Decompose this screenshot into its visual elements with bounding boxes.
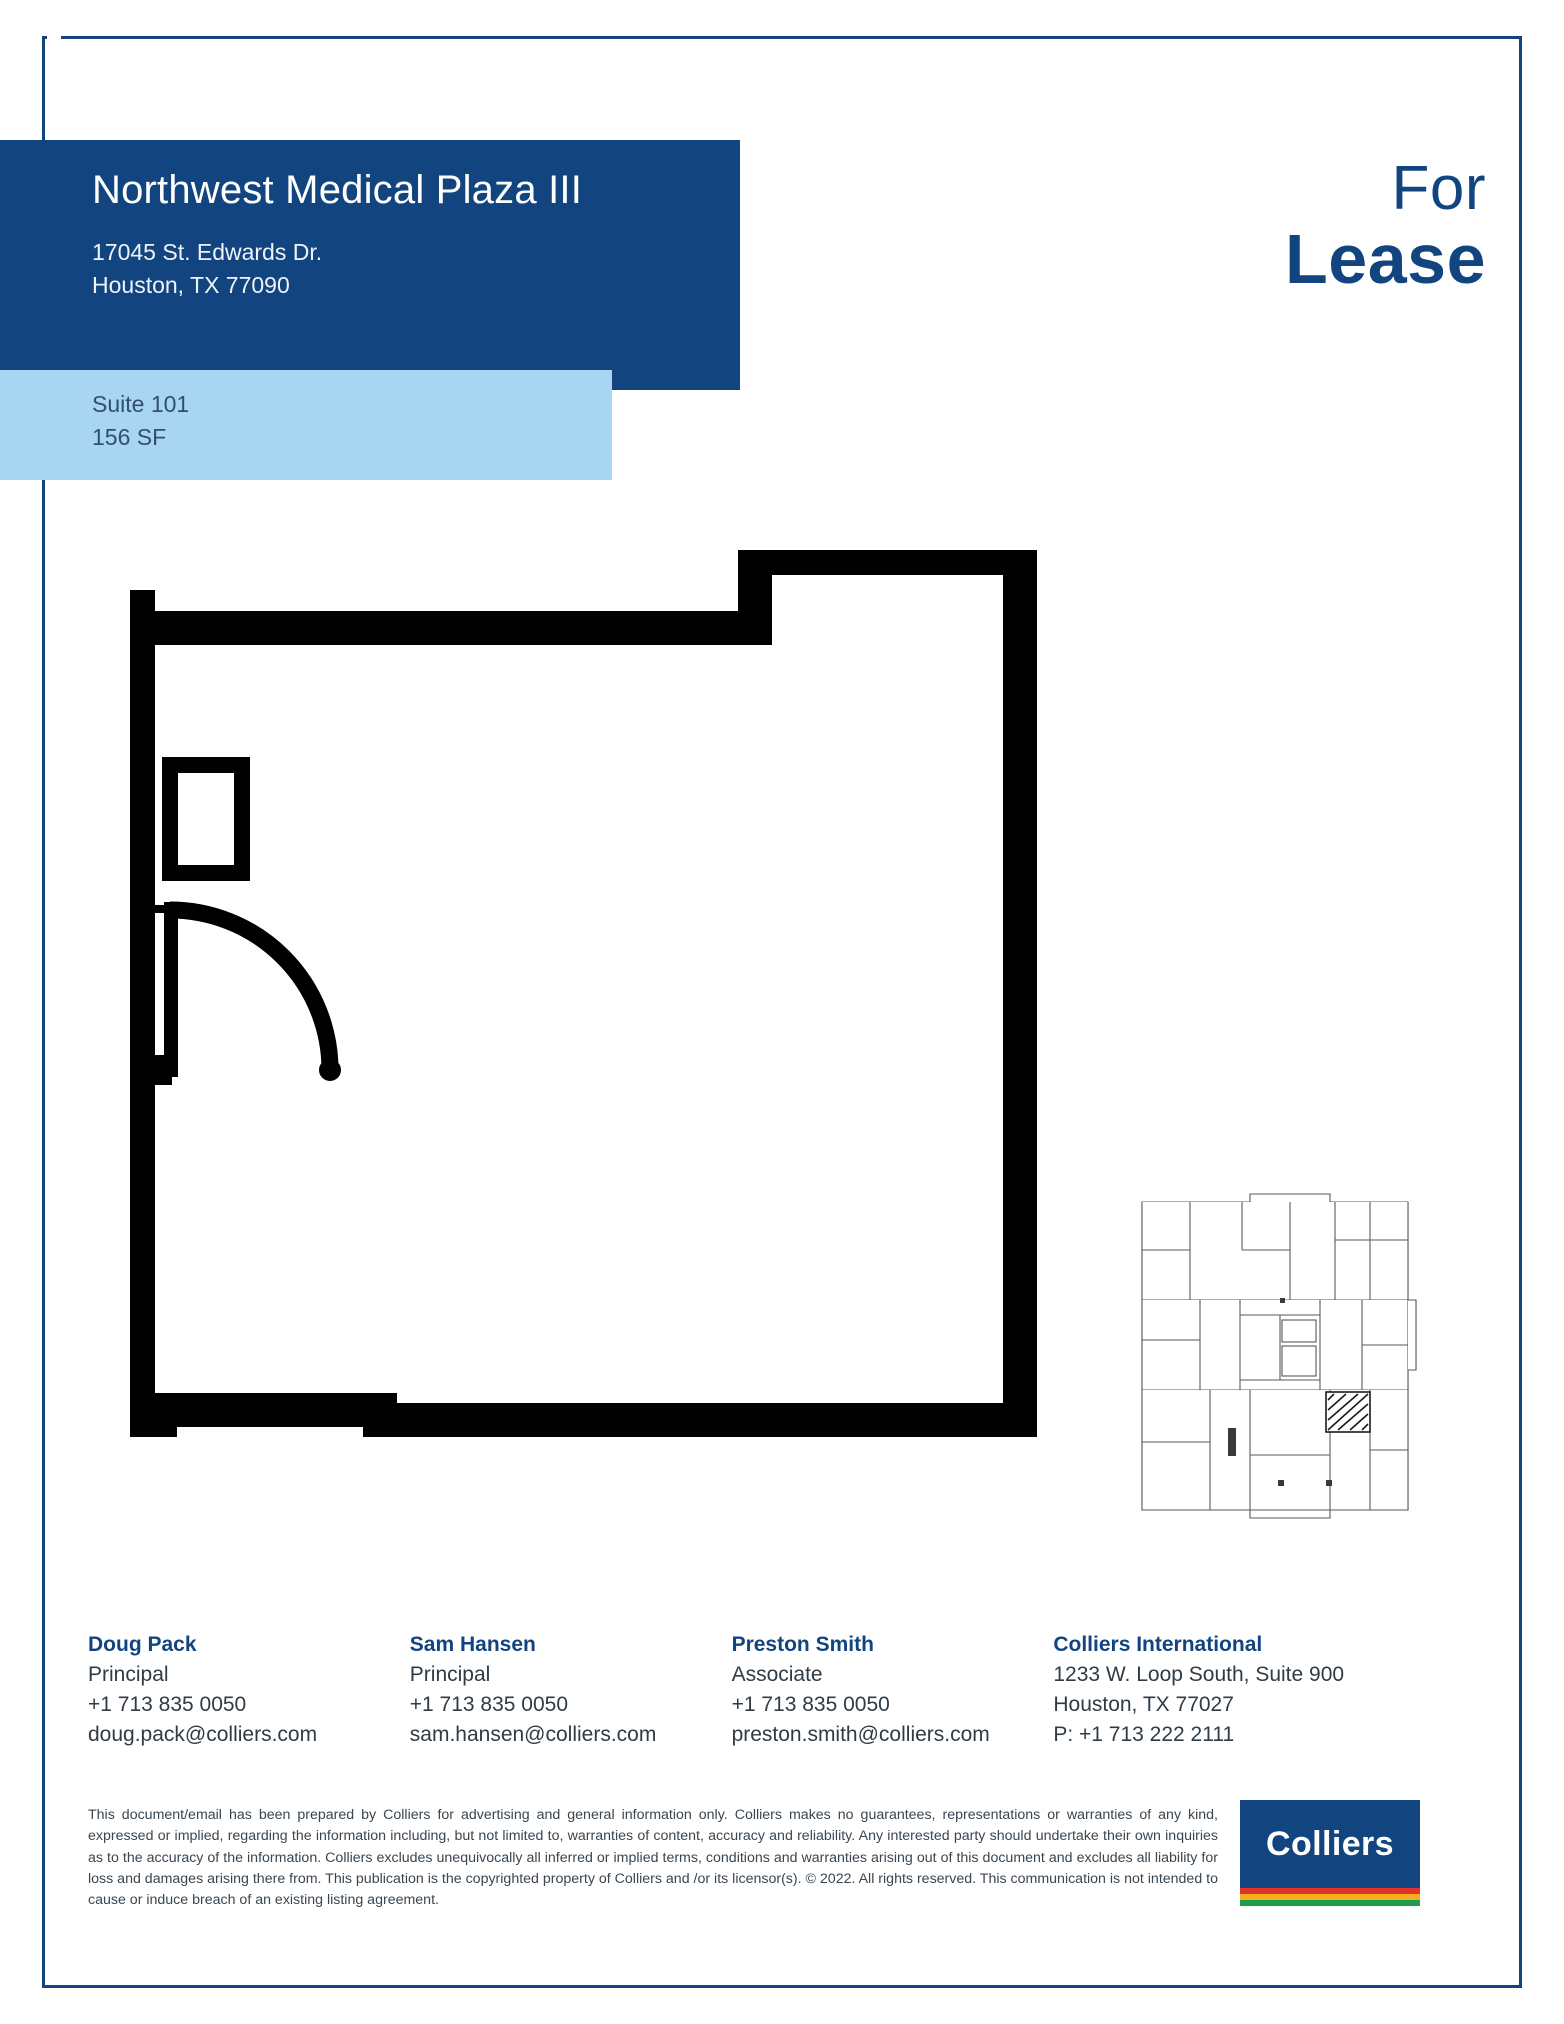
contact-title: Associate bbox=[731, 1663, 823, 1687]
contact-card-1 bbox=[88, 1630, 410, 1750]
contact-phone[interactable]: +1 713 835 0050 bbox=[88, 1693, 247, 1717]
suite-banner bbox=[0, 370, 612, 480]
disclaimer-text: This document/email has been prepared by Colliers for advertising and general information only. Colliers makes no guarantees, representations or warranties of any kind, expressed or implied, regarding the information including, but not limited to, warranties of content, accuracy and reliability. Any interested party should undertake their own inquiries as to the accuracy of the information. Colliers excludes unequivocally all inferred or implied terms, conditions and warranties arising out of this document and excludes all liability for loss and damages arising there from. This publication is the copyrighted property of Colliers and /or its licensor(s). © 2022. All rights reserved. This communication is not intended to cause or induce breach of an existing listing agreement. bbox=[88, 1807, 1218, 1909]
headline-lease: Lease bbox=[1285, 220, 1486, 298]
company-name: Colliers International bbox=[1053, 1633, 1263, 1656]
headline-for: For bbox=[1391, 154, 1486, 223]
logo-color-bars bbox=[1240, 1888, 1420, 1906]
contact-name: Preston Smith bbox=[731, 1633, 874, 1656]
company-address-line-2: Houston, TX 77027 bbox=[1053, 1693, 1234, 1717]
company-info bbox=[1053, 1630, 1458, 1750]
contact-phone[interactable]: +1 713 835 0050 bbox=[409, 1693, 569, 1717]
contact-block bbox=[88, 1630, 1458, 1750]
contact-email[interactable]: preston.smith@colliers.com bbox=[731, 1723, 990, 1747]
colliers-logo bbox=[1240, 1800, 1420, 1905]
contact-phone[interactable]: +1 713 835 0050 bbox=[731, 1693, 890, 1717]
contact-card-2 bbox=[410, 1630, 732, 1750]
suite-number: Suite 101 bbox=[92, 391, 190, 417]
page-border-notch bbox=[47, 33, 61, 118]
contact-card-3 bbox=[732, 1630, 1054, 1750]
contact-title: Principal bbox=[409, 1663, 491, 1687]
for-lease-headline bbox=[1285, 154, 1486, 298]
address-line-1: 17045 St. Edwards Dr. bbox=[92, 239, 323, 265]
contact-name: Sam Hansen bbox=[409, 1633, 536, 1656]
contact-email[interactable]: doug.pack@colliers.com bbox=[88, 1723, 318, 1747]
logo-bar-green bbox=[1240, 1900, 1420, 1906]
logo-wordmark: Colliers bbox=[1240, 1800, 1420, 1888]
address-line-2: Houston, TX 77090 bbox=[92, 271, 290, 298]
key-plan bbox=[1130, 1180, 1420, 1530]
floor-plan-drawing bbox=[130, 550, 1060, 1550]
suite-area: 156 SF bbox=[92, 424, 167, 451]
contact-name: Doug Pack bbox=[88, 1633, 197, 1656]
company-address-line-1: 1233 W. Loop South, Suite 900 bbox=[1053, 1663, 1345, 1687]
page-title: Northwest Medical Plaza III bbox=[92, 168, 583, 212]
company-phone[interactable]: P: +1 713 222 2111 bbox=[1053, 1723, 1235, 1747]
header-banner bbox=[0, 140, 740, 390]
contact-title: Principal bbox=[88, 1663, 169, 1687]
contact-email[interactable]: sam.hansen@colliers.com bbox=[409, 1723, 657, 1747]
